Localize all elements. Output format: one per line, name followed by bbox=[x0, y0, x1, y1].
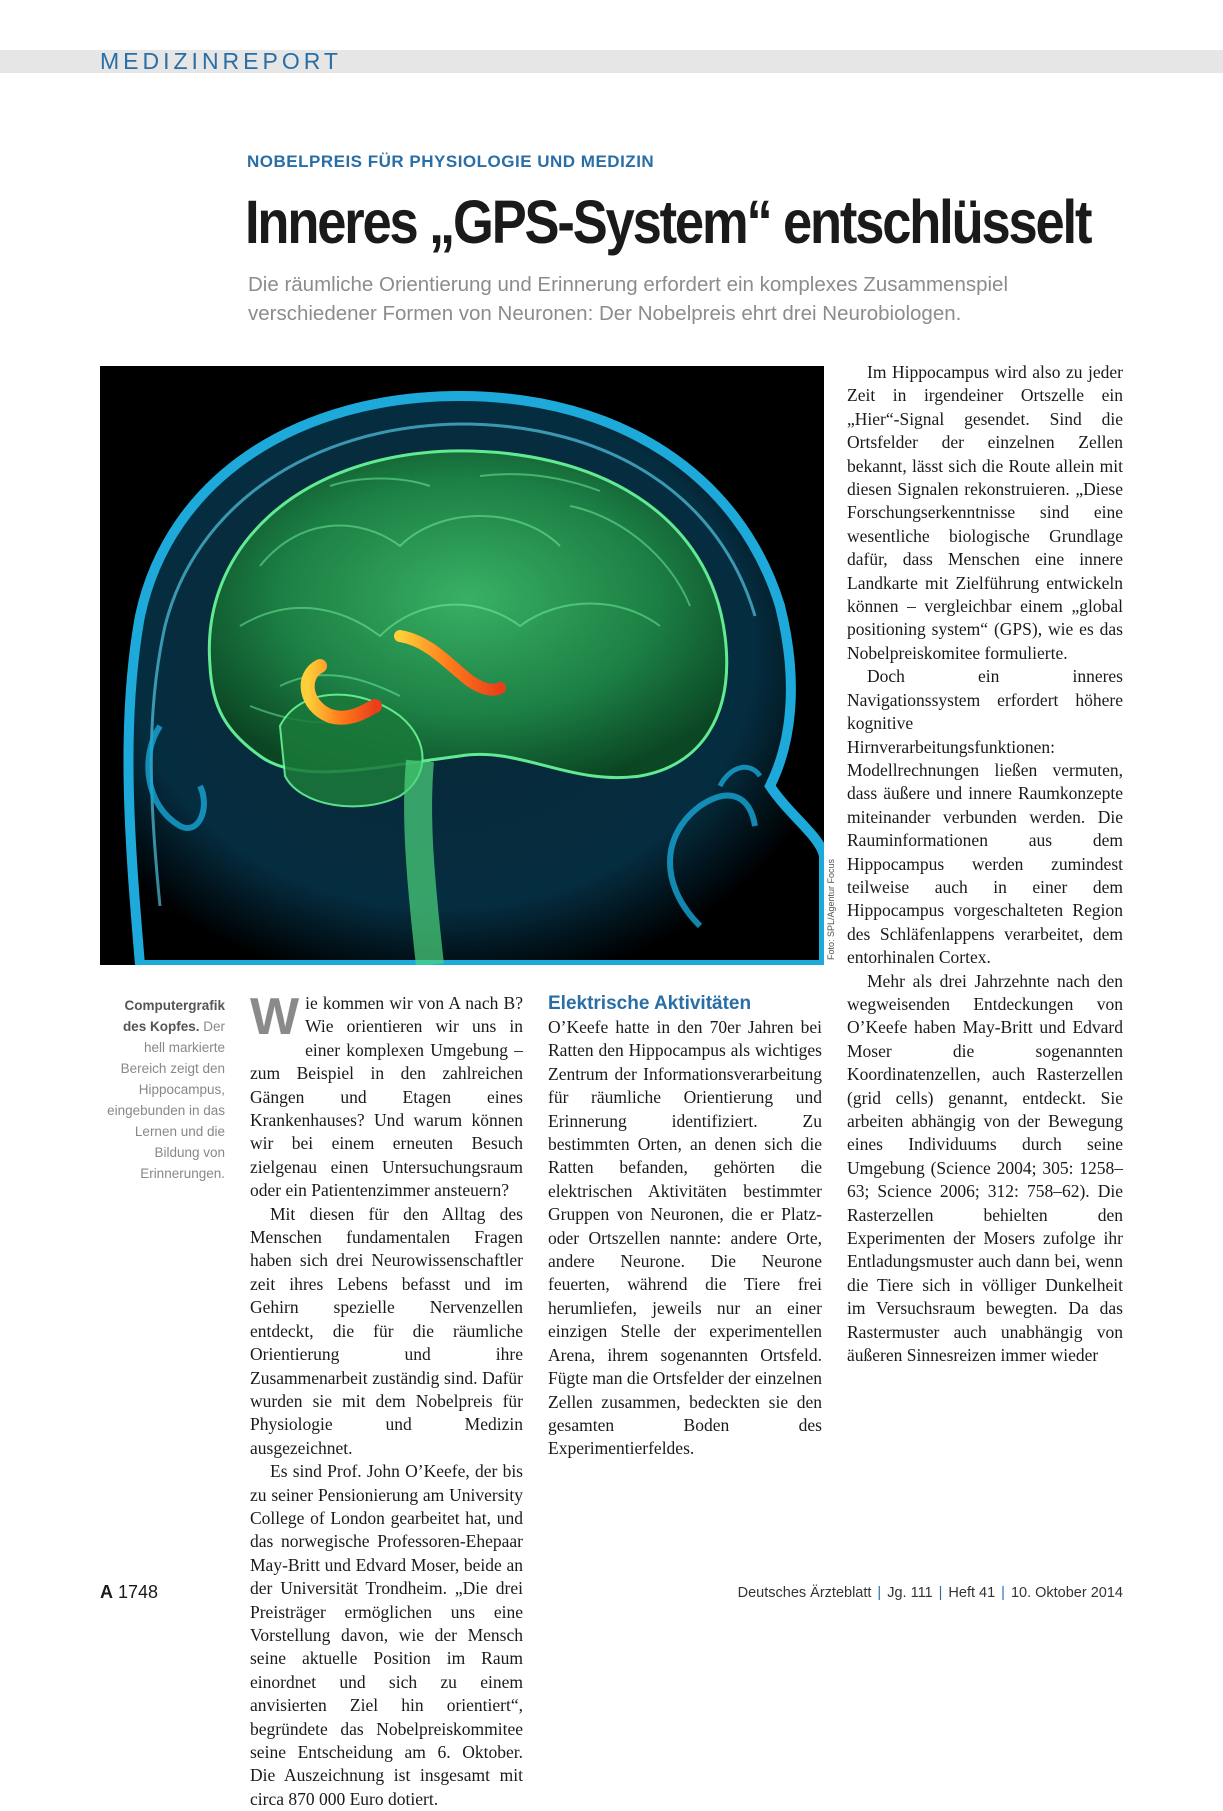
caption-title: Computergrafik des Kopfes. bbox=[122, 998, 225, 1034]
section-label: MEDIZINREPORT bbox=[100, 48, 342, 74]
footer-separator: | bbox=[877, 1585, 882, 1601]
body-paragraph-7: Mehr als drei Jahrzehnte nach den wegweisenden Entdeckungen von O’Keefe haben May-Britt und Edvard Moser die sogenannten Koordinatenzellen, auch Rasterzellen (grid cells) genannt, entdeckt. Sie arbeiten abhängig von der Bewegung eines Individuums durch seine Umgebung (Science 2004; 305: 1258–63; Science 2006; 312: 758–62). Die Rasterzellen behielten den Experimenten der Mosers zufolge ihr Entladungsmuster auch dann bei, wenn die Tiere sich in völliger Dunkelheit im Versuchsraum bewegten. Da das Rastermuster auch unabhängig von äußeren Sinnesreizen immer wieder bbox=[847, 970, 1123, 1366]
journal-volume: Jg. 111 bbox=[887, 1585, 933, 1601]
page-number bbox=[100, 1582, 158, 1603]
body-paragraph-2: Mit diesen für den Alltag des Menschen fundamentalen Fragen haben sich drei Neurowissenschaftler zeit ihres Lebens befasst und im Gehirn spezielle Nervenzellen entdeckt, die für die räumliche Orientierung und ihre Zusammenarbeit zuständig sind. Dafür wurden sie mit dem Nobelpreis für Physiologie und Medizin ausgezeichnet. bbox=[250, 1203, 523, 1458]
photo-credit: Foto: SPL/Agentur Focus bbox=[826, 858, 836, 960]
drop-cap: W bbox=[250, 988, 300, 1046]
journal-issue: Heft 41 bbox=[948, 1585, 996, 1601]
body-paragraph-5: Im Hippocampus wird also zu jeder Zeit in irgendeiner Ortszelle ein „Hier“-Signal gesendet. Sind die Ortsfelder der einzelnen Zellen bekannt, lässt sich die Route allein mit diesen Signalen rekonstruieren. „Diese Forschungserkenntnisse sind eine wesentliche biologische Grundlage dafür, dass Menschen eine innere Landkarte mit Zielführung entwickeln können – vergleichbar einem „global positioning system“ (GPS), wie es das Nobelpreiskomitee formulierte. bbox=[847, 362, 1123, 663]
body-paragraph-1: ie kommen wir von A nach B? Wie orientieren wir uns in einer komplexen Umgebung – zum Beispiel in den zahlreichen Gängen und Etagen eines Krankenhauses? Und warum können wir bei einem erneuten Besuch zielgenau einen Untersuchungsraum oder ein Patientenzimmer ansteuern? bbox=[250, 993, 523, 1201]
body-paragraph-6: Doch ein inneres Navigationssystem erfordert höhere kognitive Hirnverarbeitungsfunktionen: Modellrechnungen ließen vermuten, dass äußere und innere Raumkonzepte miteinander verbunden werden. Die Rauminformationen aus dem Hippocampus werden zumindest teilweise auch in einer dem Hippocampus vorgeschalteten Region des Schläfenlappens verarbeitet, dem entorhinalen Cortex. bbox=[847, 666, 1123, 968]
journal-footer bbox=[738, 1585, 1123, 1601]
article-deck: Die räumliche Orientierung und Erinnerung erfordert ein komplexes Zusammenspiel verschiedener Formen von Neuronen: Der Nobelpreis ehrt drei Neurobiologen. bbox=[248, 273, 1009, 325]
brain-illustration bbox=[100, 366, 824, 965]
caption-text: Der hell markierte Bereich zeigt den Hippocampus, eingebunden in das Lernen und die Bildung von Erinnerungen. bbox=[107, 1019, 225, 1181]
section-subhead: Elektrische Aktivitäten bbox=[548, 993, 752, 1014]
head-brain-graphic bbox=[100, 366, 824, 965]
article-kicker: NOBELPREIS FÜR PHYSIOLOGIE UND MEDIZIN bbox=[247, 152, 655, 171]
figure-caption bbox=[100, 995, 225, 1184]
journal-date: 10. Oktober 2014 bbox=[1010, 1585, 1123, 1601]
body-column-1 bbox=[250, 988, 523, 1811]
journal-name: Deutsches Ärzteblatt bbox=[737, 1585, 872, 1601]
body-column-3 bbox=[847, 361, 1123, 1367]
page-prefix: A bbox=[100, 1582, 113, 1602]
body-paragraph-4: O’Keefe hatte in den 70er Jahren bei Ratten den Hippocampus als wichtiges Zentrum der Informationsverarbeitung für räumliche Orientierung und Erinnerung identifiziert. Zu bestimmten Orten, an denen sich die Ratten befanden, gehörten die elektrischen Aktivitäten bestimmter Gruppen von Neuronen, die er Platz- oder Ortszellen nannte: andere Orte, andere Neurone. Die Neurone feuerten, während die Tiere frei herumliefen, jeweils nur an einer einzigen Stelle der experimentellen Arena, ihrem sogenannten Ortsfeld. Fügte man die Ortsfelder der einzelnen Zellen zusammen, bedeckten sie den gesamten Boden des Experimentierfeldes. bbox=[548, 1017, 822, 1459]
footer-separator: | bbox=[938, 1585, 943, 1601]
article-headline: Inneres „GPS-System“ entschlüsselt bbox=[245, 188, 1091, 256]
footer-separator: | bbox=[1001, 1585, 1005, 1601]
body-paragraph-3: Es sind Prof. John O’Keefe, der bis zu seiner Pensionierung am University College of London gearbeitet hat, und das norwegische Professoren-Ehepaar May-Britt und Edvard Moser, beide an der Universität Trondheim. „Die drei Preisträger ermöglichen uns eine Vorstellung davon, wie der Mensch seine aktuelle Position im Raum einordnet und sich zu einem anvisierten Ziel hin orientiert“, begründete das Nobelpreiskommitee seine Entscheidung am 6. Oktober. Die Auszeichnung ist insgesamt mit circa 870 000 Euro dotiert. bbox=[250, 1461, 523, 1809]
page-number-value: 1748 bbox=[118, 1582, 159, 1602]
body-column-2 bbox=[548, 992, 822, 1461]
